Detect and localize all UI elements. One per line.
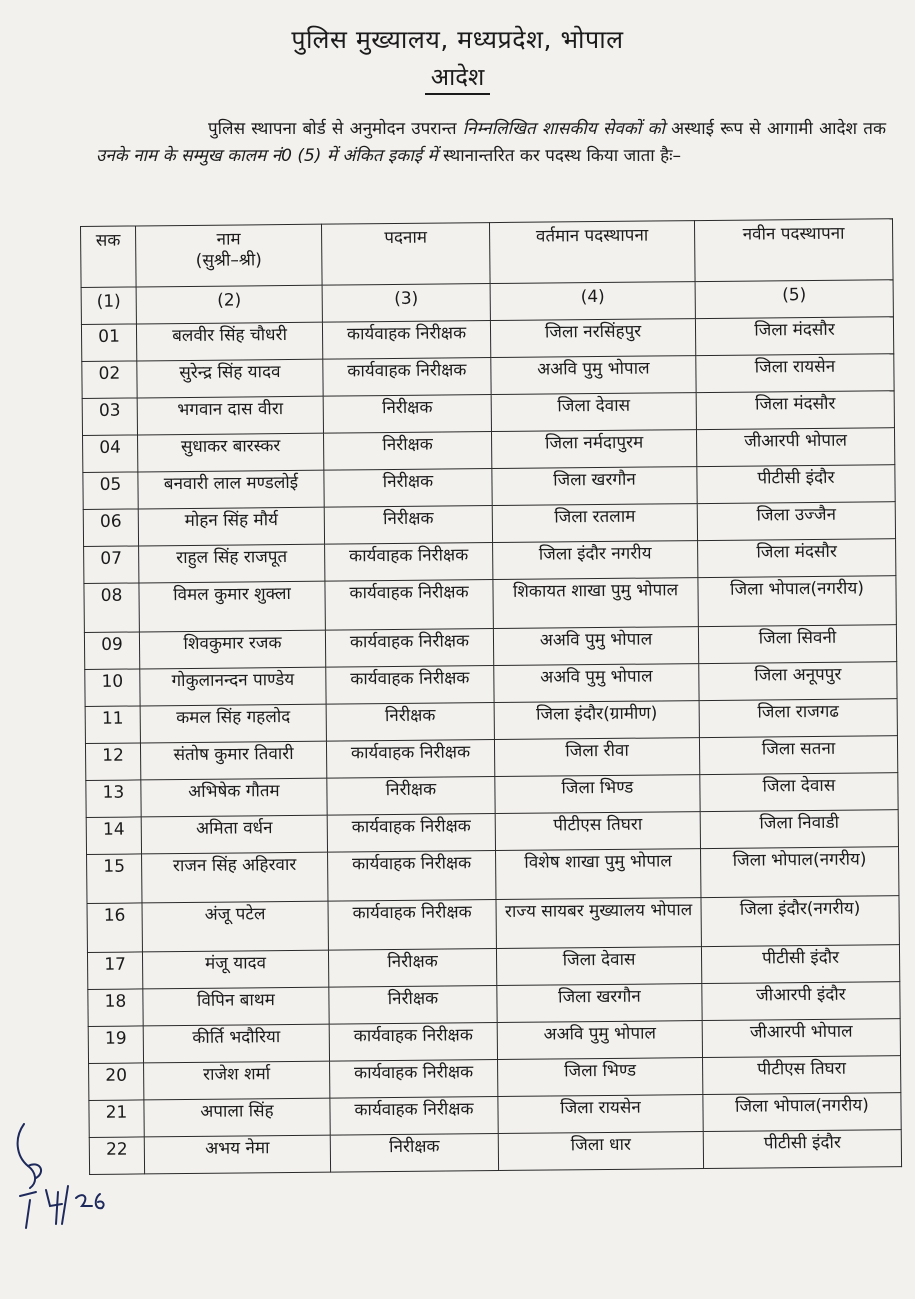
row-name: बलवीर सिंह चौधरी	[136, 322, 322, 361]
row-name: विमल कुमार शुक्ला	[139, 581, 325, 632]
row-sno: 01	[81, 324, 136, 362]
row-designation: कार्यवाहक निरीक्षक	[322, 321, 490, 360]
row-new-posting: जीआरपी भोपाल	[696, 428, 894, 467]
row-current-posting: जिला देवास	[496, 947, 701, 986]
table-row	[84, 576, 896, 633]
row-new-posting: जिला सिवनी	[698, 625, 896, 664]
row-designation: निरीक्षक	[324, 469, 492, 508]
row-current-posting: जिला रतलाम	[492, 504, 697, 543]
row-designation: निरीक्षक	[330, 1134, 498, 1173]
row-designation: निरीक्षक	[324, 506, 492, 545]
handwritten-signature	[6, 1112, 116, 1232]
row-sno: 17	[87, 952, 142, 990]
row-new-posting: जिला निवाडी	[700, 810, 898, 849]
row-sno: 16	[87, 903, 142, 953]
row-sno: 08	[84, 583, 139, 633]
row-sno: 19	[88, 1026, 143, 1064]
row-new-posting: पीटीसी इंदौर	[701, 945, 899, 984]
intro-part-4: उनके नाम के सम्मुख कालम नं0 (5) में अंकित इकाई में	[96, 146, 438, 166]
row-name: विपिन बाथम	[143, 987, 329, 1026]
row-designation: कार्यवाहक निरीक्षक	[325, 580, 493, 631]
row-new-posting: जिला सतना	[699, 736, 897, 775]
row-new-posting: जिला भोपाल(नगरीय)	[698, 576, 896, 627]
row-current-posting: जिला रायसेन	[498, 1095, 703, 1134]
row-designation: निरीक्षक	[323, 395, 491, 434]
row-designation: निरीक्षक	[328, 949, 496, 988]
row-new-posting: जिला इंदौर(नगरीय)	[701, 896, 899, 947]
row-name: मंजू यादव	[142, 950, 328, 989]
row-name: सुरेन्द्र सिंह यादव	[137, 359, 323, 398]
row-designation: कार्यवाहक निरीक्षक	[325, 543, 493, 582]
transfer-table	[80, 218, 902, 1175]
intro-paragraph	[96, 116, 886, 170]
row-sno: 04	[83, 435, 138, 473]
row-current-posting: जिला धार	[498, 1132, 703, 1171]
column-number: (4)	[490, 282, 695, 321]
table-header-row	[81, 219, 894, 288]
row-current-posting: विशेष शाखा पुमु भोपाल	[496, 849, 701, 900]
row-current-posting: जिला इंदौर नगरीय	[493, 541, 698, 580]
header-current-posting: वर्तमान पदस्थापना	[489, 221, 695, 284]
column-number: (5)	[695, 280, 893, 319]
row-new-posting: जिला राजगढ	[699, 699, 897, 738]
row-current-posting: जिला इंदौर(ग्रामीण)	[494, 701, 699, 740]
row-name: अंजू पटेल	[142, 901, 328, 952]
row-designation: कार्यवाहक निरीक्षक	[328, 900, 496, 951]
intro-part-1: पुलिस स्थापना बोर्ड से अनुमोदन उपरान्त	[208, 119, 457, 139]
header-sno: सक	[81, 226, 137, 288]
row-designation: कार्यवाहक निरीक्षक	[325, 629, 493, 668]
header-name	[136, 224, 323, 287]
row-current-posting: अअवि पुमु भोपाल	[493, 627, 698, 666]
intro-part-3: अस्थाई रूप से आगामी आदेश तक	[671, 119, 886, 139]
row-sno: 13	[86, 780, 141, 818]
row-sno: 09	[84, 632, 139, 670]
row-current-posting: जिला खरगौन	[497, 984, 702, 1023]
row-name: अभिषेक गौतम	[141, 778, 327, 817]
row-sno: 02	[82, 361, 137, 399]
row-designation: निरीक्षक	[323, 432, 491, 471]
column-number: (3)	[322, 284, 490, 323]
row-sno: 14	[86, 817, 141, 855]
row-current-posting: अअवि पुमु भोपाल	[491, 356, 696, 395]
row-current-posting: जिला नरसिंहपुर	[490, 319, 695, 358]
row-current-posting: जिला खरगौन	[492, 467, 697, 506]
row-sno: 05	[83, 472, 138, 510]
row-designation: कार्यवाहक निरीक्षक	[330, 1060, 498, 1099]
row-designation: कार्यवाहक निरीक्षक	[327, 814, 495, 853]
row-sno: 15	[87, 854, 142, 904]
order-heading-text: आदेश	[425, 63, 491, 95]
row-new-posting: जिला मंदसौर	[696, 391, 894, 430]
row-new-posting: जिला अनूपपुर	[699, 662, 897, 701]
row-name: राजेश शर्मा	[144, 1061, 330, 1100]
row-current-posting: जिला नर्मदापुरम	[491, 430, 696, 469]
row-sno: 03	[82, 398, 137, 436]
row-current-posting: पीटीएस तिघरा	[495, 812, 700, 851]
row-current-posting: जिला भिण्ड	[495, 775, 700, 814]
row-new-posting: जिला मंदसौर	[698, 539, 896, 578]
row-new-posting: पीटीएस तिघरा	[703, 1056, 901, 1095]
row-name: भगवान दास वीरा	[137, 396, 323, 435]
row-current-posting: जिला रीवा	[494, 738, 699, 777]
row-sno: 12	[85, 743, 140, 781]
column-number: (1)	[81, 287, 136, 325]
page-title: पुलिस मुख्यालय, मध्यप्रदेश, भोपाल	[291, 25, 624, 54]
row-designation: निरीक्षक	[326, 703, 494, 742]
row-new-posting: जीआरपी इंदौर	[702, 982, 900, 1021]
row-designation: कार्यवाहक निरीक्षक	[329, 1023, 497, 1062]
row-new-posting: जिला भोपाल(नगरीय)	[703, 1093, 901, 1132]
row-new-posting: पीटीसी इंदौर	[697, 465, 895, 504]
header-designation: पदनाम	[321, 223, 490, 286]
header-name-label: नाम	[216, 229, 241, 250]
row-sno: 07	[84, 546, 139, 584]
row-designation: कार्यवाहक निरीक्षक	[328, 851, 496, 902]
row-new-posting: जिला मंदसौर	[695, 317, 893, 356]
row-new-posting: जीआरपी भोपाल	[702, 1019, 900, 1058]
row-current-posting: अअवि पुमु भोपाल	[497, 1021, 702, 1060]
row-new-posting: पीटीसी इंदौर	[703, 1130, 901, 1169]
row-designation: कार्यवाहक निरीक्षक	[330, 1097, 498, 1136]
row-name: अपाला सिंह	[144, 1098, 330, 1137]
intro-part-2: निम्नलिखित शासकीय सेवकों को	[462, 119, 665, 139]
row-designation: निरीक्षक	[329, 986, 497, 1025]
row-sno: 21	[89, 1100, 144, 1138]
row-designation: निरीक्षक	[327, 777, 495, 816]
column-number: (2)	[136, 285, 322, 324]
row-sno: 06	[83, 509, 138, 547]
row-name: गोकुलानन्दन पाण्डेय	[140, 667, 326, 706]
row-name: सुधाकर बारस्कर	[138, 433, 324, 472]
row-new-posting: जिला रायसेन	[696, 354, 894, 393]
row-name: मोहन सिंह मौर्य	[138, 507, 324, 546]
row-name: राहुल सिंह राजपूत	[139, 544, 325, 583]
row-current-posting: जिला देवास	[491, 393, 696, 432]
row-new-posting: जिला भोपाल(नगरीय)	[701, 847, 899, 898]
table-row	[89, 1130, 901, 1175]
row-designation: कार्यवाहक निरीक्षक	[326, 740, 494, 779]
row-new-posting: जिला उज्जैन	[697, 502, 895, 541]
row-sno: 22	[89, 1137, 144, 1175]
header-new-posting: नवीन पदस्थापना	[694, 219, 893, 282]
row-name: शिवकुमार रजक	[139, 630, 325, 669]
row-name: राजन सिंह अहिरवार	[142, 852, 328, 903]
row-name: अभय नेमा	[144, 1135, 330, 1174]
row-designation: कार्यवाहक निरीक्षक	[323, 358, 491, 397]
row-designation: कार्यवाहक निरीक्षक	[326, 666, 494, 705]
row-name: संतोष कुमार तिवारी	[140, 741, 326, 780]
row-current-posting: जिला भिण्ड	[498, 1058, 703, 1097]
order-heading	[0, 60, 915, 93]
row-new-posting: जिला देवास	[700, 773, 898, 812]
intro-part-5: स्थानान्तरित कर पदस्थ किया जाता हैः–	[443, 146, 682, 166]
row-name: कीर्ति भदौरिया	[143, 1024, 329, 1063]
row-sno: 10	[85, 669, 140, 707]
row-name: बनवारी लाल मण्डलोई	[138, 470, 324, 509]
row-current-posting: अअवि पुमु भोपाल	[494, 664, 699, 703]
row-sno: 18	[88, 989, 143, 1027]
row-sno: 20	[89, 1063, 144, 1101]
row-current-posting: राज्य सायबर मुख्यालय भोपाल	[496, 898, 701, 949]
row-sno: 11	[85, 706, 140, 744]
row-name: कमल सिंह गहलोद	[140, 704, 326, 743]
table-row	[87, 896, 899, 953]
header-name-sub: (सुश्री–श्री)	[195, 250, 262, 271]
row-current-posting: शिकायत शाखा पुमु भोपाल	[493, 578, 698, 629]
row-name: अमिता वर्धन	[141, 815, 327, 854]
table-row	[87, 847, 899, 904]
